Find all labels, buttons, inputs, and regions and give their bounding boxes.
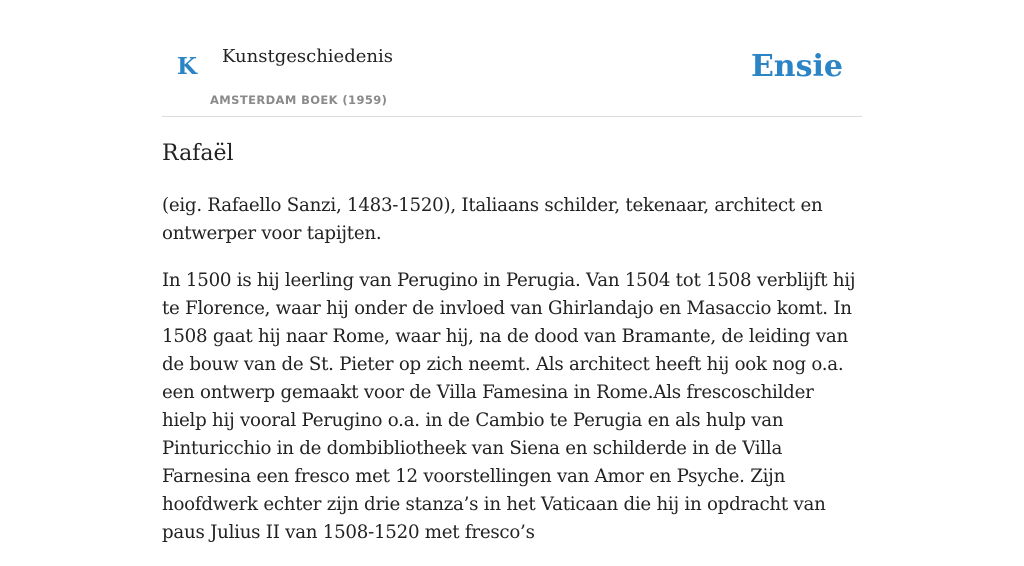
article-paragraph: (eig. Rafaello Sanzi, 1483-1520), Italiaans schilder, tekenaar, architect en ontwerper voor tapijten. xyxy=(162,195,823,244)
article-title: Rafaël xyxy=(162,141,234,166)
category-logo[interactable]: K xyxy=(177,53,197,80)
header xyxy=(162,0,862,117)
category-link[interactable]: Kunstgeschiedenis xyxy=(222,46,393,67)
article-body xyxy=(162,192,862,566)
brand-logo[interactable]: Ensie xyxy=(750,49,843,84)
article-paragraph: In 1500 is hij leerling van Perugino in Perugia. Van 1504 tot 1508 verblijft hij te Florence, waar hij onder de invloed van Ghirlandajo en Masaccio komt. In 1508 gaat hij naar Rome, waar hij, na de dood van Bramante, de leiding van de bouw van de St. Pieter op zich neemt. Als architect heeft hij ook nog o.a. een ontwerp gemaakt voor de Villa Famesina in Rome.Als frescoschilder hielp hij vooral Perugino o.a. in de Cambio te Perugia en als hulp van Pinturicchio in de dombibliotheek van Siena en schilderde in de Villa Farnesina een fresco met 12 voorstellingen van Amor en Psyche. Zijn hoofdwerk echter zijn drie stanza’s in het Vaticaan die hij in opdracht van paus Julius II van 1508-1520 met fresco’s xyxy=(162,270,856,543)
source-label: AMSTERDAM BOEK (1959) xyxy=(210,93,388,107)
